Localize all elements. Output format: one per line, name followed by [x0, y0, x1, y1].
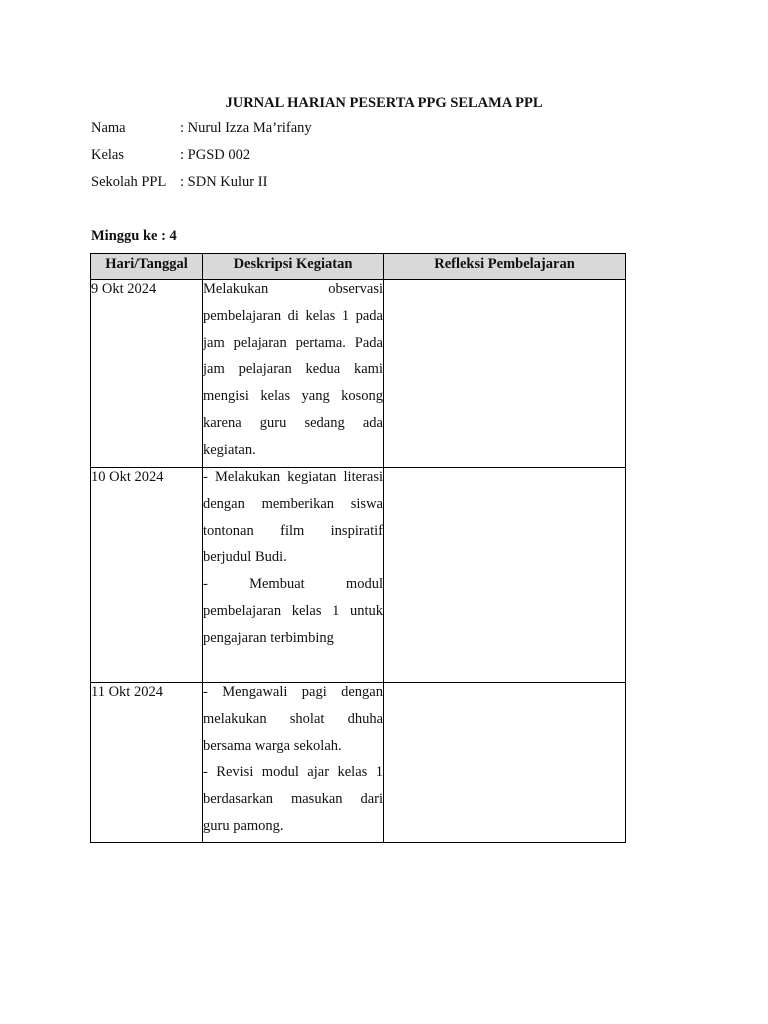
journal-table	[90, 253, 626, 843]
info-value-kelas: : PGSD 002	[180, 147, 251, 163]
page-title: JURNAL HARIAN PESERTA PPG SELAMA PPL	[225, 95, 543, 111]
description-paragraph: - Mengawali pagi dengan melakukan sholat dhuha bersama warga sekolah.	[203, 684, 383, 754]
table-row	[91, 280, 626, 468]
header-reflection: Refleksi Pembelajaran	[384, 254, 626, 280]
info-label-kelas: Kelas	[91, 147, 125, 163]
row-date: 11 Okt 2024	[91, 683, 203, 843]
table-row	[91, 468, 626, 683]
week-label: Minggu ke : 4	[91, 228, 177, 244]
row-reflection	[384, 280, 626, 468]
description-paragraph: - Melakukan kegiatan literasi dengan memberikan siswa tontonan film inspiratif berjudul Budi.	[203, 469, 383, 566]
description-paragraph: - Revisi modul ajar kelas 1 berdasarkan masukan dari guru pamong.	[203, 764, 383, 834]
header-description: Deskripsi Kegiatan	[203, 254, 384, 280]
table-row	[91, 683, 626, 843]
row-date: 9 Okt 2024	[91, 280, 203, 468]
row-date: 10 Okt 2024	[91, 468, 203, 683]
description-paragraph: Melakukan observasi pembelajaran di kelas 1 pada jam pelajaran pertama. Pada jam pelajaran kedua kami mengisi kelas yang kosong karena guru sedang ada kegiatan.	[203, 281, 383, 458]
row-description	[203, 280, 384, 468]
info-label-nama: Nama	[91, 120, 126, 136]
description-paragraph: - Membuat modul pembelajaran kelas 1 untuk pengajaran terbimbing	[203, 576, 383, 646]
row-reflection	[384, 468, 626, 683]
row-reflection	[384, 683, 626, 843]
row-description	[203, 468, 384, 683]
header-date: Hari/Tanggal	[91, 254, 203, 280]
info-value-nama: : Nurul Izza Ma’rifany	[180, 120, 312, 136]
info-value-sekolah: : SDN Kulur II	[180, 174, 268, 190]
info-label-sekolah: Sekolah PPL	[91, 174, 167, 190]
row-description	[203, 683, 384, 843]
